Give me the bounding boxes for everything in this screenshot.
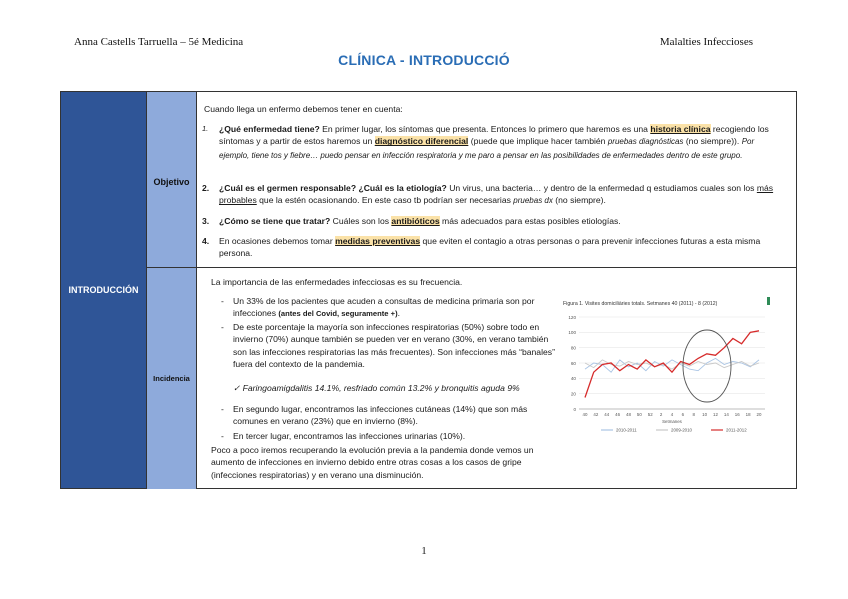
list-number: 2.: [202, 183, 210, 193]
x-tick-label: 18: [745, 412, 751, 417]
chart-marker-icon: [767, 297, 770, 305]
question-text: ¿Cuál es el germen responsable? ¿Cuál es la etiología?: [219, 183, 447, 193]
italic-text: Por ejemplo, tiene tos y fiebre… puedo pensar en infección respiratoria y me paro a pensar en las posibilidades de enfermedades dentro de este grupo.: [219, 137, 755, 160]
incidencia-cell: [147, 268, 197, 489]
header-course: Malalties Infeccioses: [659, 36, 753, 48]
highlight-text: diagnóstico diferencial: [374, 136, 469, 147]
x-tick-label: 46: [615, 412, 621, 417]
y-tick-label: 80: [570, 345, 576, 351]
body-text: más adecuados para estas posibles etiologías.: [439, 216, 621, 226]
x-tick-label: 10: [702, 412, 708, 417]
legend-label: 2011-2012: [726, 427, 747, 433]
page-number: 1: [421, 545, 427, 557]
x-tick-label: 42: [593, 412, 599, 417]
list-number: 3.: [202, 216, 210, 226]
dash-icon: -: [221, 296, 224, 306]
y-tick-label: 0: [573, 406, 576, 412]
page-title: CLÍNICA - INTRODUCCIÓ: [338, 52, 510, 68]
content-table: [60, 91, 797, 489]
body-text: .: [397, 308, 400, 319]
body-text: Cuáles son los: [330, 216, 392, 226]
series-line: [585, 358, 759, 372]
italic-text: pruebas diagnósticas: [607, 137, 684, 147]
body-text: Un 33% de los pacientes que acuden a consultas de medicina primaria son por infecciones: [233, 296, 535, 319]
list-item: [202, 235, 781, 260]
x-tick-label: 16: [734, 412, 740, 417]
body-text: En segundo lugar, encontramos las infecciones cutáneas (14%) que son más comunes en verano (23%) que en invierno (8%).: [233, 404, 528, 427]
bold-text: (antes del Covid, seguramente +): [278, 309, 398, 319]
dash-icon: -: [221, 431, 224, 441]
highlight-text: antibióticos: [391, 216, 440, 226]
bullet-item: [221, 403, 563, 428]
body-text: recogiendo los síntomas y a partir de estos haremos un: [219, 124, 769, 147]
highlight-text: medidas preventivas: [335, 236, 421, 246]
incidencia-intro: La importancia de las enfermedades infecciosas es su frecuencia.: [211, 277, 463, 287]
row-divider: [197, 267, 797, 268]
body-text: (no siempre).: [552, 195, 606, 206]
chart-container: [561, 295, 791, 443]
legend-label: 2010-2011: [616, 427, 637, 433]
x-tick-label: 40: [582, 412, 588, 417]
list-item: [202, 215, 781, 227]
x-tick-label: 12: [713, 412, 718, 417]
y-tick-label: 100: [568, 330, 576, 336]
highlight-text: historia clínica: [650, 124, 711, 134]
y-tick-label: 60: [570, 360, 576, 366]
dash-icon: -: [221, 404, 224, 414]
y-tick-label: 40: [570, 376, 576, 382]
header-author: Anna Castells Tarruella – 5é Medicina: [74, 36, 244, 48]
y-tick-label: 120: [568, 314, 576, 320]
body-text: (no siempre)).: [683, 136, 742, 147]
x-tick-label: 4: [670, 412, 674, 417]
x-tick-label: 8: [692, 412, 695, 417]
body-text: En ocasiones debemos tomar: [219, 236, 336, 246]
x-tick-label: 52: [647, 412, 653, 417]
x-tick-label: 50: [636, 412, 642, 417]
section-column: [61, 92, 147, 488]
body-text: De este porcentaje la mayoría son infecciones respiratorias (50%) sobre todo en invierno (70%) aunque también se pueden ver en verano (30%, en verano también son las infecciones respiratorias las más frecuentes). Son infecciones más “banales” fuera del contexto de la pandemia.: [233, 322, 555, 370]
body-text: Un virus, una bacteria… y dentro de la enfermedad q estudiamos cuales son los: [446, 183, 757, 193]
x-tick-label: 48: [626, 412, 631, 417]
check-item: ✓ Faringoamigdalitis 14.1%, resfriado común 13.2% y bronquitis aguda 9%: [233, 383, 520, 393]
x-tick-label: 6: [681, 412, 685, 417]
incidencia-label: Incidencia: [153, 374, 190, 383]
body-text: que eviten el contagio a otras personas o para prevenir infecciones futuras a esta misma persona.: [219, 236, 761, 259]
objetivo-label: Objetivo: [153, 177, 190, 187]
objetivo-intro: Cuando llega un enfermo debemos tener en cuenta:: [204, 104, 403, 114]
bullet-item: [221, 321, 563, 371]
x-tick-label: 14: [723, 412, 729, 417]
list-item: [202, 123, 781, 162]
x-tick-label: 44: [604, 412, 610, 417]
list-number: 1.: [202, 124, 209, 133]
y-tick-label: 20: [570, 391, 576, 397]
underlined-text: más probables: [219, 183, 774, 206]
bullet-item: [221, 430, 563, 442]
question-text: ¿Qué enfermedad tiene?: [219, 124, 320, 134]
body-text: que la estén ocasionando. En este caso tb podrían ser necesarias: [256, 195, 514, 206]
list-number: 4.: [202, 236, 210, 246]
closing-paragraph: Poco a poco iremos recuperando la evolución previa a la pandemia donde vemos un aumento de infecciones en invierno debido entre otras cosas a los casos de gripe (infecciones respiratorias) y en verano una disminución.: [211, 445, 534, 480]
body-text: (puede que implique hacer también: [468, 136, 608, 147]
list-item: [202, 182, 781, 208]
legend-label: 2009-2010: [671, 427, 692, 433]
dash-icon: -: [221, 322, 224, 332]
objetivo-cell: [147, 92, 197, 268]
x-tick-label: 2: [659, 412, 663, 417]
x-tick-label: 20: [756, 412, 762, 417]
question-text: ¿Cómo se tiene que tratar?: [219, 216, 331, 226]
line-chart: [561, 295, 791, 443]
bullet-item: [221, 295, 563, 321]
body-text: En tercer lugar, encontramos las infecciones urinarias (10%).: [233, 431, 466, 441]
section-label: INTRODUCCIÓN: [68, 285, 139, 295]
body-text: En primer lugar, los síntomas que presenta. Entonces lo primero que haremos es una: [319, 124, 651, 134]
chart-title: Figura 1. Visites domiciliàries totals. Setmanes 40 (2011) - 8 (2012): [563, 301, 718, 307]
italic-text: pruebas dx: [513, 196, 553, 206]
x-axis-label: Setmanes: [662, 419, 682, 424]
